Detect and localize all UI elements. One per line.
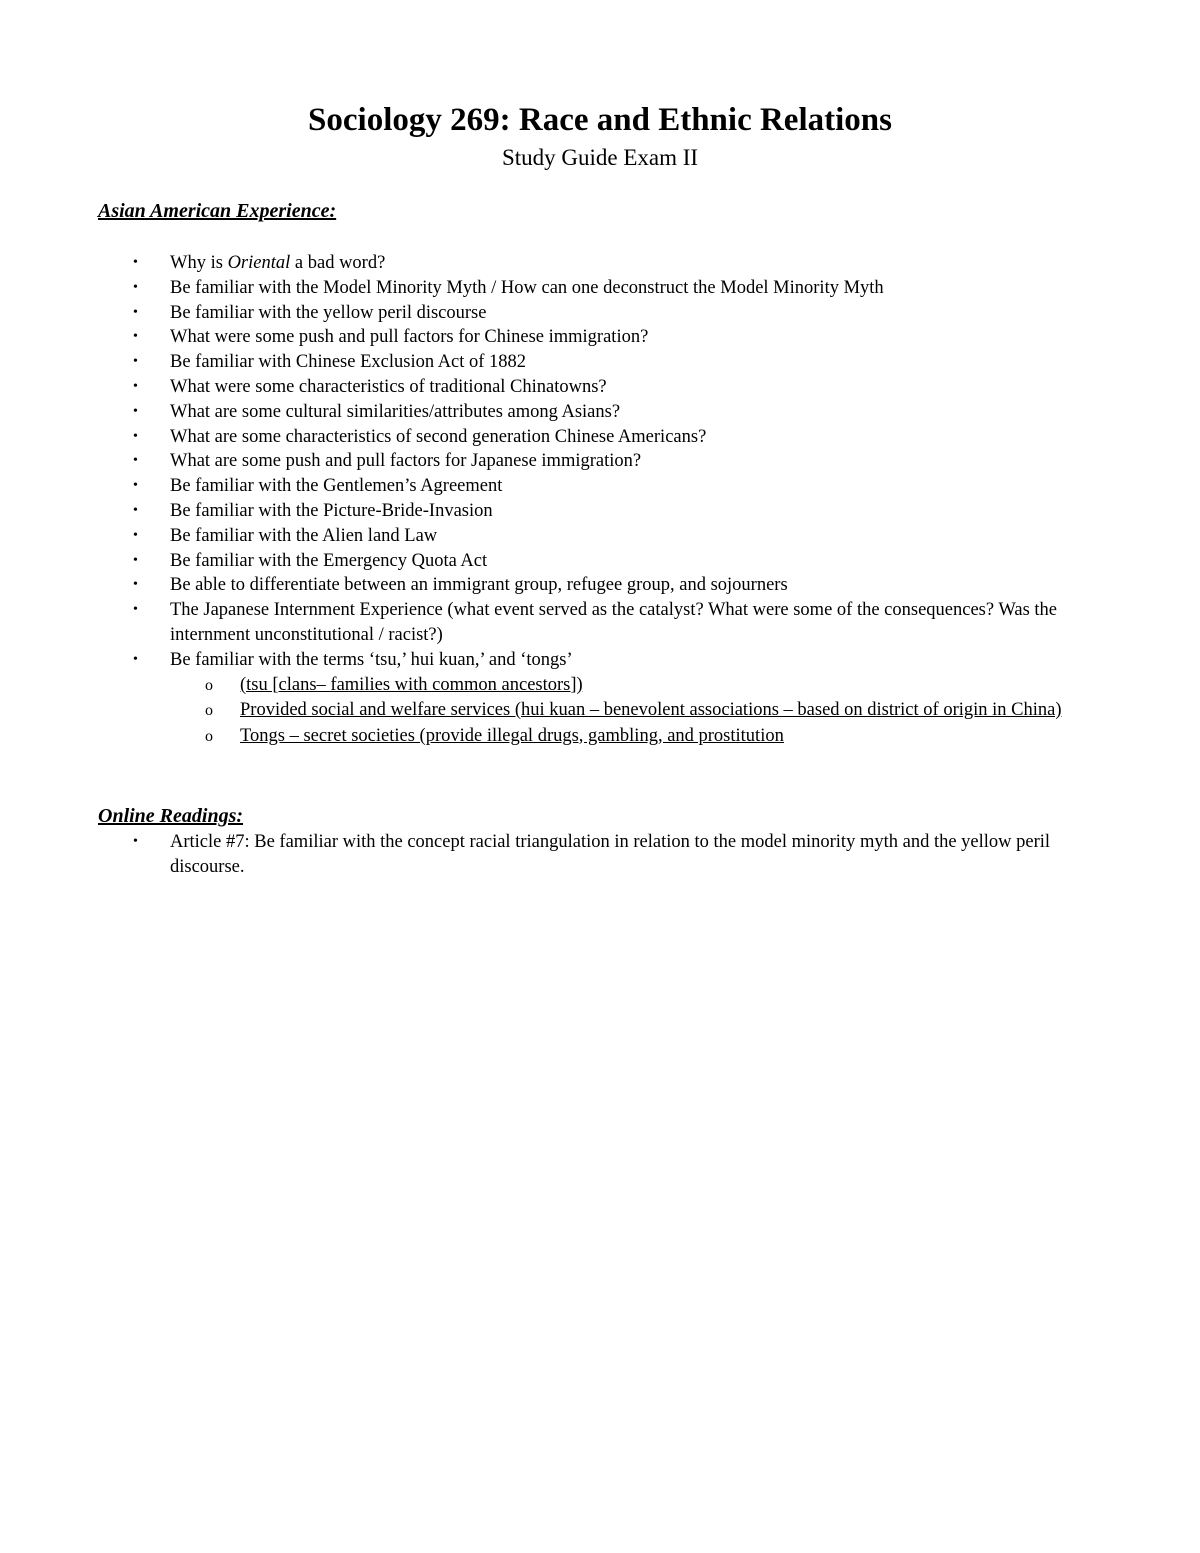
online-readings-list: [0, 830, 1100, 880]
list-item-text: What were some characteristics of traditional Chinatowns?: [170, 376, 607, 397]
list-item: [0, 325, 1100, 350]
bullet-icon: •: [133, 453, 138, 469]
list-item-text: Be familiar with the terms ‘tsu,’ hui kuan,’ and ‘tongs’: [170, 649, 573, 670]
list-item-text: Be familiar with the Gentlemen’s Agreement: [170, 476, 503, 497]
bullet-icon: •: [133, 502, 138, 518]
bullet-icon: •: [133, 329, 138, 345]
list-item: [0, 524, 1100, 549]
bullet-icon: •: [133, 378, 138, 394]
list-item-text: What are some push and pull factors for Japanese immigration?: [170, 451, 642, 472]
list-item: [0, 350, 1100, 375]
list-item-text: Be familiar with the Picture-Bride-Invasion: [170, 500, 493, 521]
list-item-text: Be able to differentiate between an immigrant group, refugee group, and sojourners: [170, 575, 788, 596]
bullet-icon: •: [133, 403, 138, 419]
bullet-icon: •: [133, 527, 138, 543]
list-item: [0, 499, 1100, 524]
bullet-icon: •: [133, 834, 138, 849]
section-heading-asian-american-experience: Asian American Experience:: [98, 200, 337, 222]
list-item-italic-text: Oriental: [227, 253, 291, 273]
bullet-icon: •: [133, 651, 138, 667]
bullet-icon: •: [133, 478, 138, 494]
list-item: [0, 375, 1100, 400]
list-item-text: Why is: [170, 253, 228, 273]
list-item-text: What were some push and pull factors for Chinese immigration?: [170, 327, 649, 348]
list-item-text: Be familiar with the Model Minority Myth / How can one deconstruct the Model Minority Myth: [170, 277, 884, 298]
list-item-text: Be familiar with the yellow peril discourse: [170, 302, 487, 323]
list-item: [0, 400, 1100, 425]
list-item: [0, 251, 1100, 276]
asian-american-experience-list: [0, 251, 1100, 749]
sub-list-item: [0, 724, 1070, 750]
list-item-text: Be familiar with the Emergency Quota Act: [170, 550, 488, 571]
list-item: [0, 830, 1100, 880]
list-item-text: Be familiar with Chinese Exclusion Act of 1882: [170, 352, 527, 373]
list-item: [0, 276, 1100, 301]
list-item: [0, 425, 1100, 450]
document-subtitle: Study Guide Exam II: [501, 145, 699, 170]
bullet-icon: •: [133, 354, 138, 370]
bullet-icon: •: [133, 255, 138, 270]
list-item: [0, 301, 1100, 326]
sub-list-item-text: Provided social and welfare services (hui kuan – benevolent associations – based on district of origin in China): [240, 700, 1062, 721]
list-item-text: a bad word?: [290, 253, 386, 273]
list-item: [0, 598, 1100, 648]
circle-bullet-icon: o: [205, 702, 213, 720]
list-item-text: What are some characteristics of second generation Chinese Americans?: [170, 426, 707, 447]
circle-bullet-icon: o: [205, 727, 213, 745]
section-heading-online-readings: Online Readings:: [98, 805, 244, 827]
bullet-icon: •: [133, 577, 138, 593]
bullet-icon: •: [133, 552, 138, 568]
list-item: [0, 474, 1100, 499]
bullet-icon: •: [133, 304, 138, 320]
bullet-icon: •: [133, 428, 138, 444]
sub-list-item: [0, 673, 1070, 699]
list-item: [0, 648, 1100, 673]
circle-bullet-icon: o: [205, 676, 213, 694]
sub-list-item-text: Tongs – secret societies (provide illegal drugs, gambling, and prostitution: [240, 725, 784, 746]
bullet-icon: •: [133, 279, 138, 295]
sub-list-item: [0, 698, 1070, 724]
list-item-text: Be familiar with the Alien land Law: [170, 525, 438, 546]
list-item-text: Article #7: Be familiar with the concept racial triangulation in relation to the model minority myth and the yellow peril discourse.: [170, 832, 1051, 877]
sub-list-item-text: (tsu [clans– families with common ancestors]): [240, 674, 583, 695]
list-item: [0, 449, 1100, 474]
document-title: Sociology 269: Race and Ethnic Relations: [308, 102, 892, 138]
list-item-text: What are some cultural similarities/attributes among Asians?: [170, 401, 621, 422]
list-item-text: The Japanese Internment Experience (what event served as the catalyst? What were some of the consequences? Was the internment unconstitutional / racist?): [170, 600, 1057, 645]
list-item: [0, 573, 1100, 598]
bullet-icon: •: [133, 602, 138, 618]
list-item: [0, 549, 1100, 574]
